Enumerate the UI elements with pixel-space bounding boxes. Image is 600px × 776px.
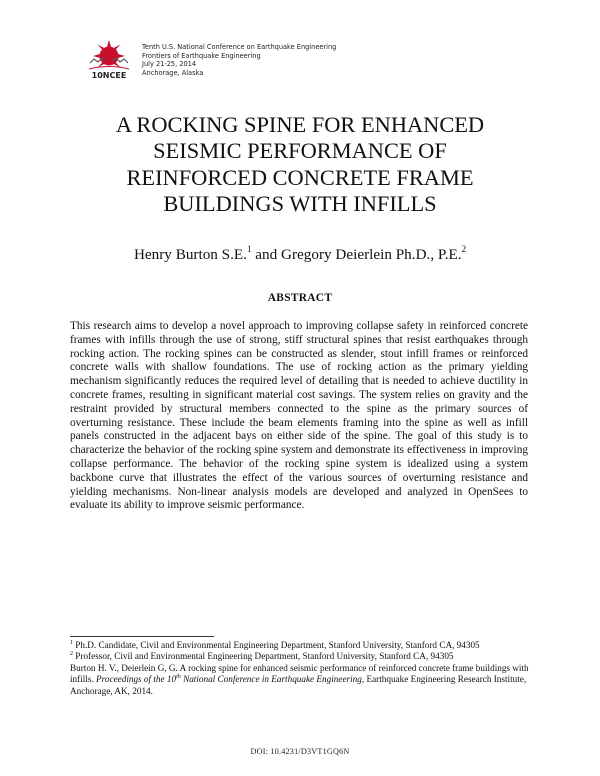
author-name: Gregory Deierlein Ph.D., P.E. [281,246,462,263]
conference-name: Tenth U.S. National Conference on Earthquake Engineering [142,43,337,51]
title-line: A ROCKING SPINE FOR ENHANCED [115,112,485,137]
conference-info [142,43,336,78]
abstract-heading: ABSTRACT [267,292,333,304]
author-affiliation-mark: 2 [461,244,467,254]
paper-title [60,112,540,218]
title-line: BUILDINGS WITH INFILLS [163,191,437,217]
author-affiliation-mark: 1 [247,244,252,254]
conference-dates: July 21-25, 2014 [142,60,197,69]
conference-theme: Frontiers of Earthquake Engineering [142,51,261,60]
title-line: REINFORCED CONCRETE FRAME [126,164,474,190]
citation-ordinal: th [176,674,181,681]
footnote-text: Ph.D. Candidate, Civil and Environmental Engineering Department, Stanford University, Stanford CA, 94305 [73,640,480,650]
author-connector: and [251,246,282,263]
footnote-1 [70,640,532,651]
citation-journal: National Conference in Earthquake Engineering [180,674,362,685]
footnote-divider [70,636,214,637]
conference-logo [84,38,134,80]
title-line: SEISMIC PERFORMANCE OF [153,138,447,164]
author-name: Henry Burton S.E. [133,246,247,263]
footnotes [70,640,532,697]
abstract-body: This research aims to develop a novel approach to improving collapse safety in reinforced concrete frames with infills through the use of strong, stiff structural spines that resist earthquakes through rocking action. The rocking spines can be constructed as slender, stout infill frames or reinforced concrete walls with shallow foundations. The use of rocking action as the primary yielding mechanism significantly reduces the required level of detailing that is needed to achieve ductility in concrete frames, resulting in significant material cost savings. The system relies on gravity and the restraint provided by structural members connected to the spine as the primary sources of overturning resistance. These include the beam elements framing into the spine as well as infill panels constructed in the adjacent bays on either side of the spine. The goal of this study is to characterize the behavior of the rocking spine system and demonstrate its effectiveness in improving collapse performance. The behavior of the rocking spine system is idealized using a system backbone curve that illustrates the effect of the various sources of overturning resistance and yielding mechanisms. Non-linear analysis models are developed and analyzed in OpenSees to evaluate its ability to improve seismic performance. [70,320,528,512]
footnote-text: Professor, Civil and Environmental Engineering Department, Stanford University, Stanford CA, 94305 [73,651,454,662]
citation-text: Burton H. V., Deierlein G, G. A rocking spine for enhanced seismic performance of reinforced concrete frame buildings with infills. [70,662,529,685]
citation [70,663,532,697]
citation-journal: Proceedings of the 10 [96,674,177,685]
conference-location: Anchorage, Alaska [142,69,204,78]
logo-text: 10NCEE [91,71,127,80]
doi: DOI: 10.4231/D3VT1GQ6N [250,747,350,756]
footnote-2 [70,651,532,662]
author-line [60,246,540,264]
footnote-mark: 1 [70,640,73,646]
citation-publisher: , Earthquake Engineering Research Institute, Anchorage, AK, 2014. [70,674,527,696]
conference-logo-icon [84,38,134,80]
footnote-mark: 2 [70,651,73,658]
